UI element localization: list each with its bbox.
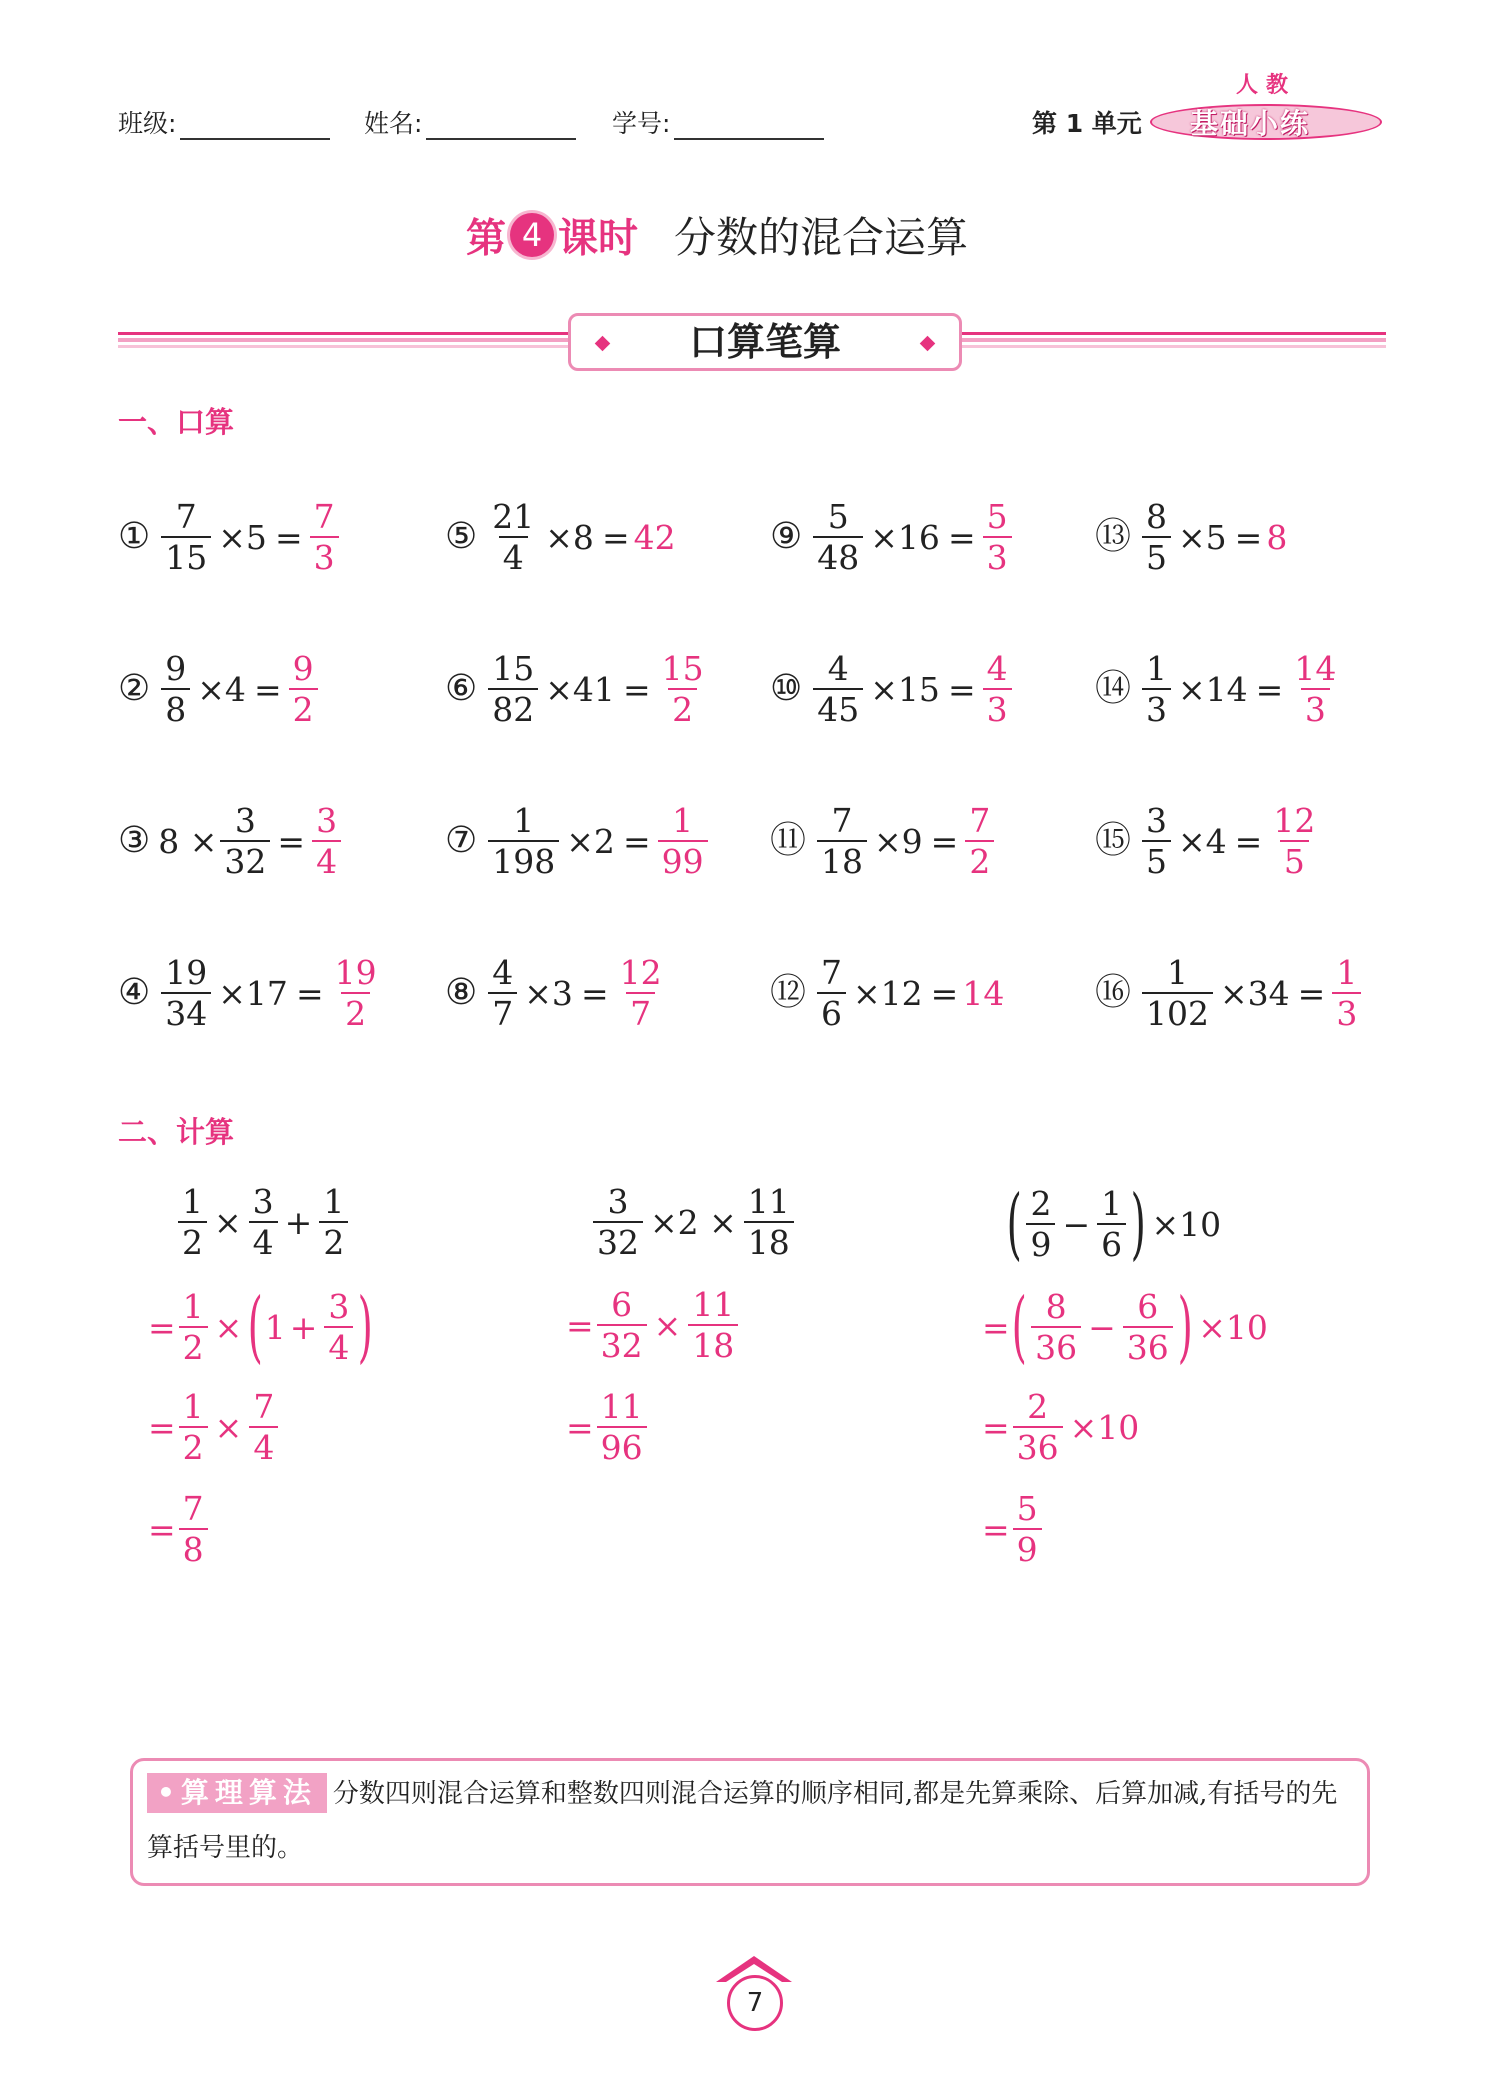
oral-problem: ⑤ $\frac{21}{4}$ ×8 = 42 bbox=[445, 497, 676, 577]
problem-answer: 14 bbox=[962, 973, 1005, 1013]
problem-fraction: $\frac{5}{48}$ bbox=[813, 500, 863, 574]
problem-fraction: $\frac{1}{3}$ bbox=[1142, 652, 1171, 726]
oral-problem: ⑨ $\frac{5}{48}$ ×16 = $\frac{5}{3}$ bbox=[770, 500, 1015, 574]
oral-problem: ⑬ $\frac{8}{5}$ ×5 = 8 bbox=[1095, 497, 1288, 577]
problem-fraction: $\frac{3}{32}$ bbox=[220, 804, 270, 878]
problem-fraction: $\frac{7}{15}$ bbox=[161, 500, 211, 574]
problem-answer: 8 bbox=[1266, 517, 1288, 557]
problem-index: ⑬ bbox=[1095, 516, 1132, 557]
calc-3-question: ( $\frac{2}{9}$ − $\frac{1}{6}$ ) ×10 bbox=[1006, 1179, 1222, 1269]
oral-problem: ⑭ $\frac{1}{3}$ ×14 = $\frac{14}{3}$ bbox=[1095, 652, 1343, 726]
problem-fraction: $\frac{1}{102}$ bbox=[1142, 956, 1213, 1030]
problem-index: ③ bbox=[118, 820, 151, 861]
problem-operator: ×3 bbox=[524, 973, 573, 1013]
problem-operator: ×2 bbox=[566, 821, 615, 861]
problem-index: ⑫ bbox=[770, 972, 807, 1013]
name-field: 姓名: bbox=[364, 104, 576, 140]
diamond-icon bbox=[595, 336, 611, 352]
problem-index: ⑯ bbox=[1095, 972, 1132, 1013]
page-number: 7 bbox=[727, 1975, 783, 2031]
oral-problem: ② $\frac{9}{8}$ ×4 = $\frac{9}{2}$ bbox=[118, 652, 321, 726]
calc-1-question: $\frac{1}{2}$ × $\frac{3}{4}$ + $\frac{1}{2}$ bbox=[175, 1185, 351, 1259]
calc-2-question: $\frac{3}{32}$ ×2 × $\frac{11}{18}$ bbox=[590, 1185, 797, 1259]
problem-operator: ×8 bbox=[545, 517, 594, 557]
problem-fraction: $\frac{1}{198}$ bbox=[488, 804, 559, 878]
class-field: 班级: bbox=[118, 104, 330, 140]
tip-box bbox=[130, 1758, 1370, 1886]
problem-operator: ×5 bbox=[1178, 517, 1227, 557]
problem-index: ⑮ bbox=[1095, 820, 1132, 861]
calc-3-step-2: = $\frac{2}{36}$ ×10 bbox=[982, 1387, 1140, 1467]
problem-operator: ×41 bbox=[545, 669, 615, 709]
problem-fraction: $\frac{9}{8}$ bbox=[161, 652, 190, 726]
problem-fraction: $\frac{3}{5}$ bbox=[1142, 804, 1171, 878]
problem-answer: 42 bbox=[633, 517, 676, 557]
section-oral-title: 一、口算 bbox=[118, 405, 235, 439]
brand-publisher: 人教 bbox=[1236, 73, 1297, 98]
problem-operator: ×9 bbox=[874, 821, 923, 861]
problem-answer: $\frac{7}{3}$ bbox=[310, 500, 339, 574]
oral-problem: ⑩ $\frac{4}{45}$ ×15 = $\frac{4}{3}$ bbox=[770, 652, 1015, 726]
lesson-number: 4 bbox=[510, 213, 554, 257]
problem-index: ⑧ bbox=[445, 972, 478, 1013]
oral-problem: ⑦ $\frac{1}{198}$ ×2 = $\frac{1}{99}$ bbox=[445, 804, 711, 878]
problem-answer: $\frac{1}{3}$ bbox=[1332, 956, 1361, 1030]
lesson-name: 分数的混合运算 bbox=[674, 213, 969, 262]
calc-2-answer: = $\frac{11}{96}$ bbox=[566, 1390, 650, 1464]
problem-operator: ×15 bbox=[870, 669, 940, 709]
problem-answer: $\frac{9}{2}$ bbox=[289, 652, 318, 726]
oral-problem: ⑥ $\frac{15}{82}$ ×41 = $\frac{15}{2}$ bbox=[445, 652, 711, 726]
problem-answer: $\frac{12}{7}$ bbox=[619, 953, 662, 1033]
problem-answer: $\frac{4}{3}$ bbox=[983, 652, 1012, 726]
problem-index: ⑤ bbox=[445, 516, 478, 557]
problem-answer: $\frac{15}{2}$ bbox=[661, 649, 704, 729]
tip-label: •算理算法 bbox=[147, 1773, 327, 1813]
problem-answer: $\frac{3}{4}$ bbox=[312, 804, 341, 878]
problem-fraction: $\frac{21}{4}$ bbox=[492, 497, 535, 577]
problem-answer: $\frac{1}{99}$ bbox=[658, 804, 708, 878]
problem-index: ② bbox=[118, 668, 151, 709]
oral-problem: ⑧ $\frac{4}{7}$ ×3 = $\frac{12}{7}$ bbox=[445, 956, 669, 1030]
section-banner: 口算笔算 bbox=[568, 313, 962, 371]
problem-index: ⑥ bbox=[445, 668, 478, 709]
problem-operator: ×16 bbox=[870, 517, 940, 557]
unit-label: 第 1 单元 bbox=[1032, 109, 1142, 138]
calc-3-answer: = $\frac{5}{9}$ bbox=[982, 1492, 1045, 1566]
problem-answer: $\frac{12}{5}$ bbox=[1273, 801, 1316, 881]
problem-fraction: $\frac{7}{18}$ bbox=[817, 804, 867, 878]
problem-operator: ×4 bbox=[197, 669, 246, 709]
problem-operator: ×5 bbox=[218, 517, 267, 557]
diamond-icon bbox=[920, 336, 936, 352]
problem-index: ④ bbox=[118, 972, 151, 1013]
problem-operator: ×12 bbox=[853, 973, 923, 1013]
oral-problem: ④ $\frac{19}{34}$ ×17 = $\frac{19}{2}$ bbox=[118, 956, 384, 1030]
oral-problem: ① $\frac{7}{15}$ ×5 = $\frac{7}{3}$ bbox=[118, 500, 342, 574]
problem-index: ⑪ bbox=[770, 820, 807, 861]
oral-problem: ③ 8 × $\frac{3}{32}$ = $\frac{3}{4}$ bbox=[118, 804, 344, 878]
problem-answer: $\frac{5}{3}$ bbox=[983, 500, 1012, 574]
oral-problem: ⑯ $\frac{1}{102}$ ×34 = $\frac{1}{3}$ bbox=[1095, 956, 1364, 1030]
section-calc-title: 二、计算 bbox=[118, 1115, 235, 1149]
problem-operator: ×17 bbox=[218, 973, 288, 1013]
problem-index: ① bbox=[118, 516, 151, 557]
problem-fraction: $\frac{7}{6}$ bbox=[817, 956, 846, 1030]
problem-index: ⑨ bbox=[770, 516, 803, 557]
tip-text: 分数四则混合运算和整数四则混合运算的顺序相同,都是先算乘除、后算加减,有括号的先算括号里的。 bbox=[147, 1779, 1338, 1863]
problem-answer: $\frac{7}{2}$ bbox=[965, 804, 994, 878]
oral-problem: ⑮ $\frac{3}{5}$ ×4 = $\frac{12}{5}$ bbox=[1095, 804, 1322, 878]
problem-operator: ×14 bbox=[1178, 669, 1248, 709]
oral-problem: ⑫ $\frac{7}{6}$ ×12 = 14 bbox=[770, 953, 1005, 1033]
page-title: 第 4 课时 分数的混合运算 bbox=[466, 213, 969, 262]
calc-1-step-2: = $\frac{1}{2}$ × $\frac{7}{4}$ bbox=[148, 1390, 281, 1464]
problem-fraction: $\frac{15}{82}$ bbox=[488, 652, 538, 726]
brand-logo: 基础小练 bbox=[1150, 96, 1382, 142]
calc-2-step-1: = $\frac{6}{32}$ × $\frac{11}{18}$ bbox=[566, 1288, 741, 1362]
student-id-field: 学号: bbox=[612, 104, 824, 140]
calc-3-step-1: = ( $\frac{8}{36}$ − $\frac{6}{36}$ ) ×10 bbox=[982, 1282, 1268, 1372]
problem-fraction: $\frac{8}{5}$ bbox=[1142, 500, 1171, 574]
problem-answer: $\frac{14}{3}$ bbox=[1294, 649, 1337, 729]
problem-prefix: 8 × bbox=[158, 821, 218, 861]
problem-operator: ×34 bbox=[1220, 973, 1290, 1013]
problem-fraction: $\frac{4}{45}$ bbox=[813, 652, 863, 726]
oral-problem: ⑪ $\frac{7}{18}$ ×9 = $\frac{7}{2}$ bbox=[770, 804, 997, 878]
problem-fraction: $\frac{19}{34}$ bbox=[161, 956, 211, 1030]
calc-1-step-1: = $\frac{1}{2}$ × ( 1 + $\frac{3}{4}$ ) bbox=[148, 1282, 374, 1372]
problem-answer: $\frac{19}{2}$ bbox=[334, 953, 377, 1033]
problem-index: ⑦ bbox=[445, 820, 478, 861]
problem-index: ⑩ bbox=[770, 668, 803, 709]
problem-index: ⑭ bbox=[1095, 668, 1132, 709]
problem-operator: ×4 bbox=[1178, 821, 1227, 861]
problem-fraction: $\frac{4}{7}$ bbox=[488, 956, 517, 1030]
calc-1-answer: = $\frac{7}{8}$ bbox=[148, 1492, 211, 1566]
